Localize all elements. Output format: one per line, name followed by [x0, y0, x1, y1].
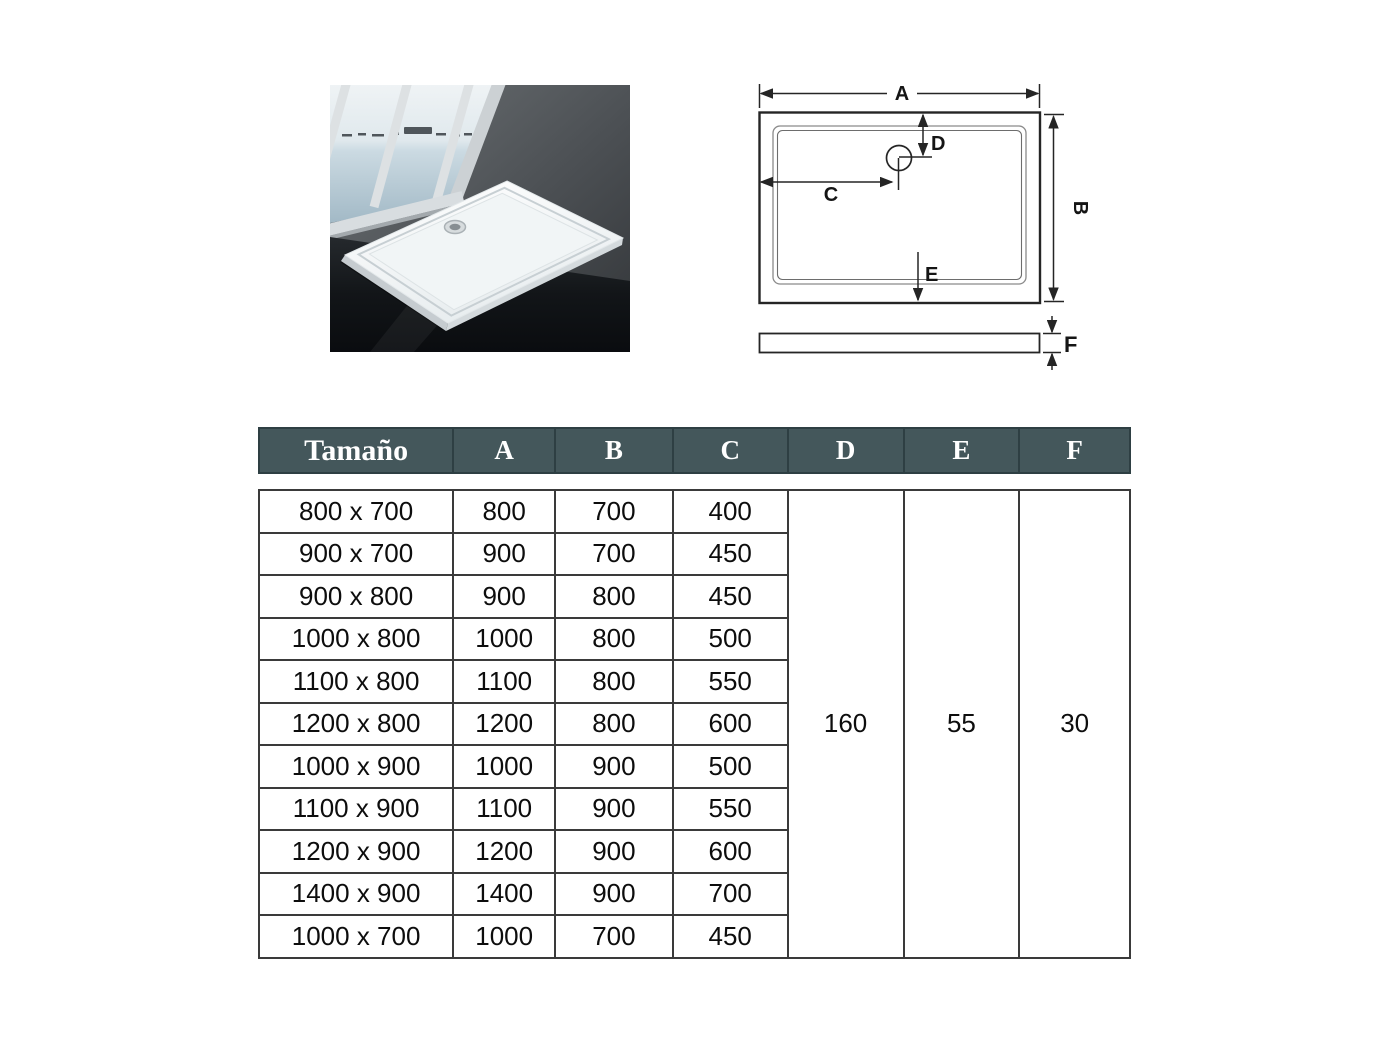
cell-a: 1400	[453, 873, 555, 916]
cell-e-shared: 55	[904, 490, 1020, 958]
drain-cap	[450, 224, 461, 230]
header-cell-c: C	[673, 428, 788, 473]
cell-a: 1100	[453, 660, 555, 703]
dim-label-e: E	[925, 264, 939, 286]
cell-a: 1000	[453, 915, 555, 958]
cell-c: 500	[673, 745, 788, 788]
dim-f	[1043, 316, 1061, 370]
cell-b: 800	[555, 703, 673, 746]
cell-a: 1200	[453, 703, 555, 746]
cell-a: 1100	[453, 788, 555, 831]
dim-label-a: A	[894, 83, 910, 105]
table-body	[258, 489, 1131, 959]
cell-b: 700	[555, 533, 673, 576]
table-row	[259, 490, 1130, 533]
dim-label-c: C	[823, 184, 839, 206]
dim-label-f: F	[1064, 332, 1078, 357]
header-cell-f: F	[1019, 428, 1130, 473]
size-table	[258, 427, 1131, 959]
header-cell-e: E	[904, 428, 1020, 473]
dim-b	[1044, 115, 1064, 302]
cell-c: 550	[673, 660, 788, 703]
cell-c: 500	[673, 618, 788, 661]
cell-b: 700	[555, 915, 673, 958]
dim-label-b: B	[1069, 200, 1091, 216]
cell-size: 1000 x 800	[259, 618, 453, 661]
header-cell-d: D	[788, 428, 904, 473]
cell-b: 800	[555, 575, 673, 618]
cell-size: 1000 x 900	[259, 745, 453, 788]
table-header	[258, 427, 1131, 474]
tray-side-view	[760, 334, 1040, 353]
cell-a: 1000	[453, 618, 555, 661]
cell-b: 900	[555, 830, 673, 873]
cell-c: 700	[673, 873, 788, 916]
cell-c: 550	[673, 788, 788, 831]
cell-d-shared: 160	[788, 490, 904, 958]
cell-size: 900 x 800	[259, 575, 453, 618]
cell-c: 600	[673, 703, 788, 746]
cell-c: 450	[673, 533, 788, 576]
cell-b: 800	[555, 660, 673, 703]
cell-b: 900	[555, 788, 673, 831]
cell-size: 1200 x 900	[259, 830, 453, 873]
cell-size: 1100 x 800	[259, 660, 453, 703]
cell-c: 600	[673, 830, 788, 873]
header-cell-size: Tamaño	[259, 428, 453, 473]
cell-size: 800 x 700	[259, 490, 453, 533]
cell-b: 800	[555, 618, 673, 661]
cell-b: 700	[555, 490, 673, 533]
cell-size: 1100 x 900	[259, 788, 453, 831]
cell-b: 900	[555, 745, 673, 788]
dim-label-d: D	[931, 133, 946, 155]
cell-b: 900	[555, 873, 673, 916]
header-cell-b: B	[555, 428, 673, 473]
tray-top-view	[760, 113, 1041, 304]
cell-a: 800	[453, 490, 555, 533]
cell-size: 900 x 700	[259, 533, 453, 576]
cell-a: 1000	[453, 745, 555, 788]
dimension-diagram	[735, 70, 1115, 382]
header-cell-a: A	[453, 428, 555, 473]
cell-c: 450	[673, 575, 788, 618]
cell-size: 1200 x 800	[259, 703, 453, 746]
cell-size: 1400 x 900	[259, 873, 453, 916]
product-photo	[330, 85, 630, 352]
cell-a: 900	[453, 575, 555, 618]
cell-a: 1200	[453, 830, 555, 873]
cell-a: 900	[453, 533, 555, 576]
cell-f-shared: 30	[1019, 490, 1130, 958]
product-photo-illustration	[330, 85, 630, 352]
cell-c: 450	[673, 915, 788, 958]
dimension-drawing	[735, 70, 1115, 382]
cell-c: 400	[673, 490, 788, 533]
cell-size: 1000 x 700	[259, 915, 453, 958]
